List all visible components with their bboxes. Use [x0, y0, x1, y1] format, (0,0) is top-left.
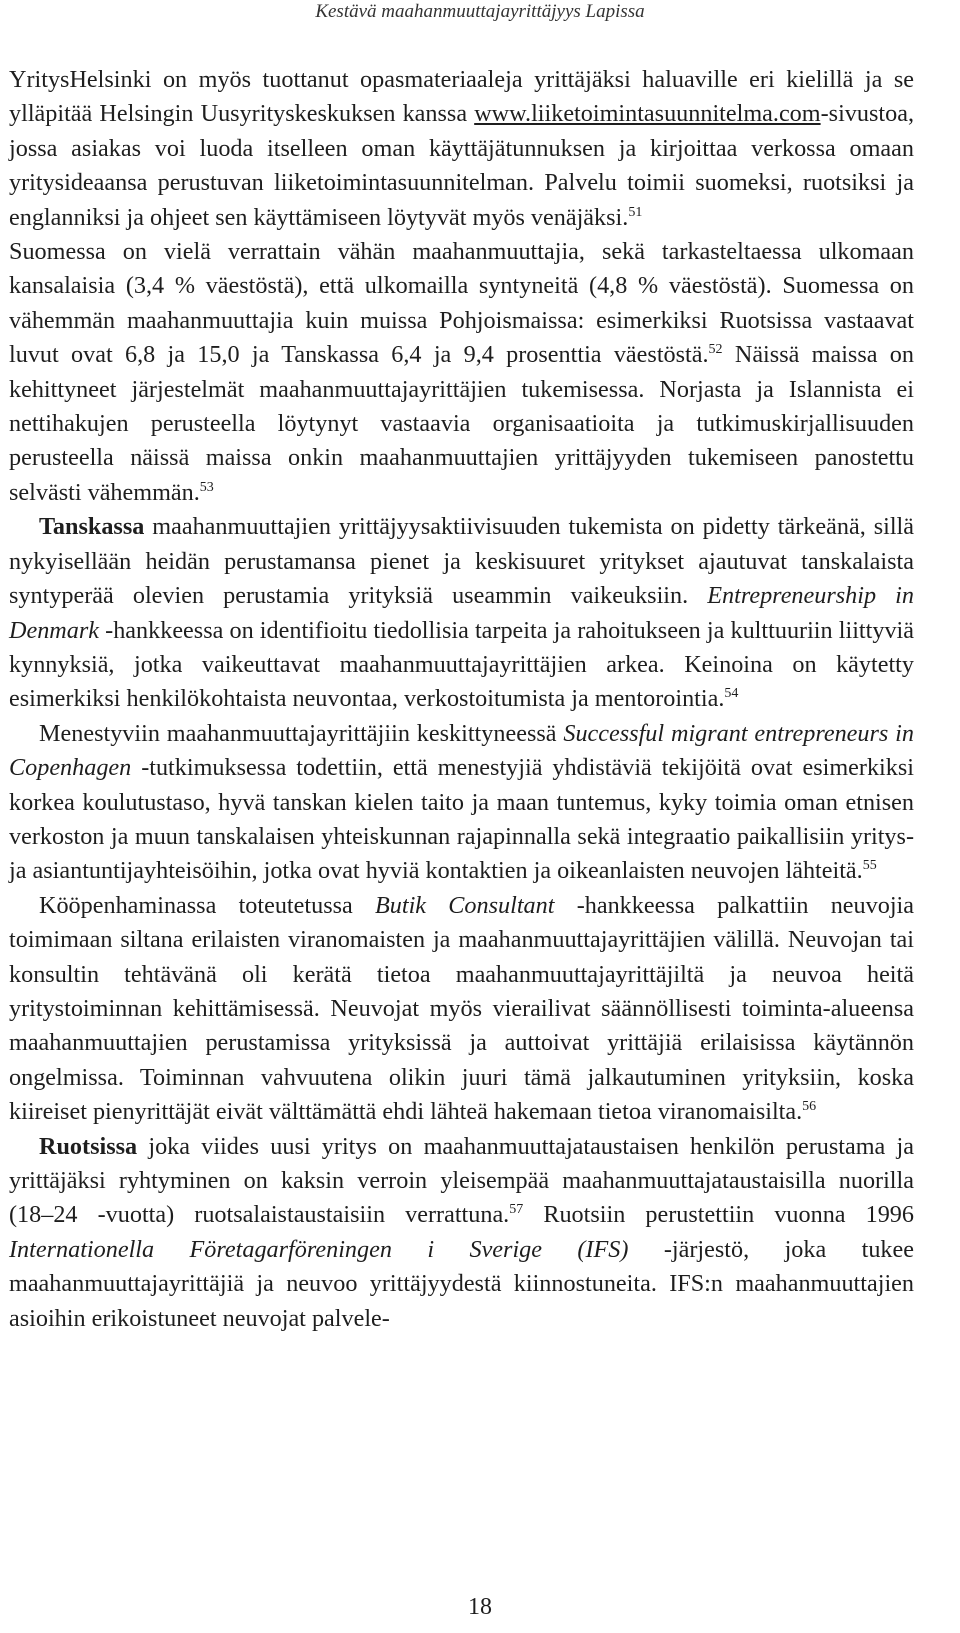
p6-text-c: -järjestö, joka tukee maahanmuuttajayrittäjiä ja neuvoo yrittäjyydestä kiinnostuneita. IFS:n maahanmuuttajien asioihin erikoistuneet neuvojat palvele- — [9, 1235, 914, 1332]
footnote-ref-54: 54 — [724, 686, 739, 702]
p2-text-b: Näissä maissa on kehittyneet järjestelmät maahanmuuttajayrittäjien tukemisessa. Norjasta ja Islannista ei nettihakujen perusteella löytynyt vastaavia organisaatioita ja tutkimuskirjallisuuden perusteella näissä maissa onkin maahanmuuttajien yrittäjyyden tukemiseen panostettu selvästi vähemmän. — [9, 341, 914, 506]
footnote-ref-57: 57 — [509, 1202, 524, 1218]
paragraph-5 — [9, 889, 914, 1130]
p3-text-a: maahanmuuttajien yrittäjyysaktiivisuuden tukemista on pidetty tärkeänä, sillä nykyisellään heidän perustamansa pienet ja keskisuuret yritykset ajautuvat tanskalaista syntyperää olevien perustamia yrityksiä useammin vaikeuksiin. — [9, 513, 914, 610]
country-heading-denmark: Tanskassa — [39, 513, 145, 541]
country-heading-sweden: Ruotsissa — [39, 1132, 138, 1160]
paragraph-2 — [9, 235, 914, 510]
footnote-ref-51: 51 — [628, 204, 643, 220]
p6-text-a: joka viides uusi yritys on maahanmuuttajataustaisen henkilön perustama ja yrittäjäksi ryhtyminen on kaksin verroin yleisempää maahanmuuttajataustaisilla nuorilla (18–24 -vuotta) ruotsalaistaustaisiin verrattuna. — [9, 1132, 914, 1229]
p2-text-a: Suomessa on vielä verrattain vähän maahanmuuttajia, sekä tarkasteltaessa ulkomaan kansalaisia (3,4 % väestöstä), että ulkomailla syntyneitä (4,8 % väestöstä). Suomessa on vähemmän maahanmuuttajia kuin muissa Pohjoismaissa: esimerkiksi Ruotsissa vastaavat luvut ovat 6,8 ja 15,0 ja Tanskassa 6,4 ja 9,4 prosenttia väestöstä. — [9, 238, 914, 369]
footnote-ref-53: 53 — [199, 479, 214, 495]
study-title-successful-migrant: Successful migrant entrepreneurs in Copenhagen — [9, 719, 914, 782]
p4-text-a: Menestyviin maahanmuuttajayrittäjiin keskittyneessä — [39, 719, 564, 747]
p4-text-b: -tutkimuksessa todettiin, että menestyjiä yhdistäviä tekijöitä ovat esimerkiksi korkea koulutustaso, hyvä tanskan kielen taito ja maan tuntemus, kyky toimia oman etnisen verkoston ja muun tanskalaisen yhteiskunnan rajapinnalla sekä integraatio paikallisiin yritys- ja asiantuntijayhteisöihin, jotka ovat hyviä kontaktien ja oikeanlaisten neuvojen lähteitä. — [9, 754, 914, 885]
p3-text-b: -hankkeessa on identifioitu tiedollisia tarpeita ja rahoitukseen ja kulttuuriin liittyviä kynnyksiä, jotka vaikeuttavat maahanmuuttajayrittäjien arkea. Keinoina on käytetty esimerkiksi henkilökohtaista neuvontaa, verkostoitumista ja mentorointia. — [9, 616, 914, 713]
p5-text-a: Kööpenhaminassa toteutetussa — [39, 891, 375, 919]
p5-text-b: -hankkeessa palkattiin neuvojia toimimaan siltana erilaisten viranomaisten ja maahanmuuttajayrittäjien välillä. Neuvojan tai konsultin tehtävänä oli kerätä tietoa maahanmuuttajayrittäjiltä ja neuvoa heitä yritystoiminnan kehittämisessä. Neuvojat myös vierailivat säännöllisesti toiminta-alueensa maahanmuuttajien perustamissa yrityksissä ja auttoivat yrittäjiä erilaisissa käytännön ongelmissa. Toiminnan vahvuutena olikin juuri tämä jalkautuminen yrityksiin, koska kiireiset pienyrittäjät eivät välttämättä ehdi lähteä hakemaan tietoa viranomaisilta. — [9, 891, 914, 1126]
paragraph-3 — [9, 510, 914, 716]
project-title-butik-consultant: Butik Consultant — [375, 891, 555, 919]
organization-title-ifs: Internationella Företagarföreningen i Sverige (IFS) — [9, 1235, 629, 1263]
footnote-ref-52: 52 — [708, 342, 723, 358]
page-number: 18 — [468, 1594, 492, 1620]
p1-text-b: -sivustoa, jossa asiakas voi luoda itselleen oman käyttäjätunnuksen ja kirjoittaa verkossa omaan yritysideaansa perustuvan liiketoimintasuunnitelman. Palvelu toimii suomeksi, ruotsiksi ja englanniksi ja ohjeet sen käyttämiseen löytyvät myös venäjäksi. — [9, 100, 914, 231]
website-link[interactable]: www.liiketoimintasuunnitelma.com — [474, 100, 821, 128]
running-header — [0, 0, 960, 24]
footnote-ref-56: 56 — [802, 1099, 817, 1115]
body-text — [9, 63, 914, 1336]
running-header-title: Kestävä maahanmuuttajayrittäjyys Lapissa — [315, 1, 645, 22]
paragraph-6 — [9, 1130, 914, 1336]
paragraph-4 — [9, 717, 914, 889]
project-title-entrepreneurship: Entrepreneurship in Denmark — [9, 582, 914, 644]
footnote-ref-55: 55 — [862, 858, 877, 874]
paragraph-1 — [9, 63, 914, 235]
p6-text-b: Ruotsiin perustettiin vuonna 1996 — [523, 1201, 914, 1229]
p1-text-a: YritysHelsinki on myös tuottanut opasmateriaaleja yrittäjäksi haluaville eri kielillä ja se ylläpitää Helsingin Uusyrityskeskuksen kanssa — [9, 66, 914, 128]
